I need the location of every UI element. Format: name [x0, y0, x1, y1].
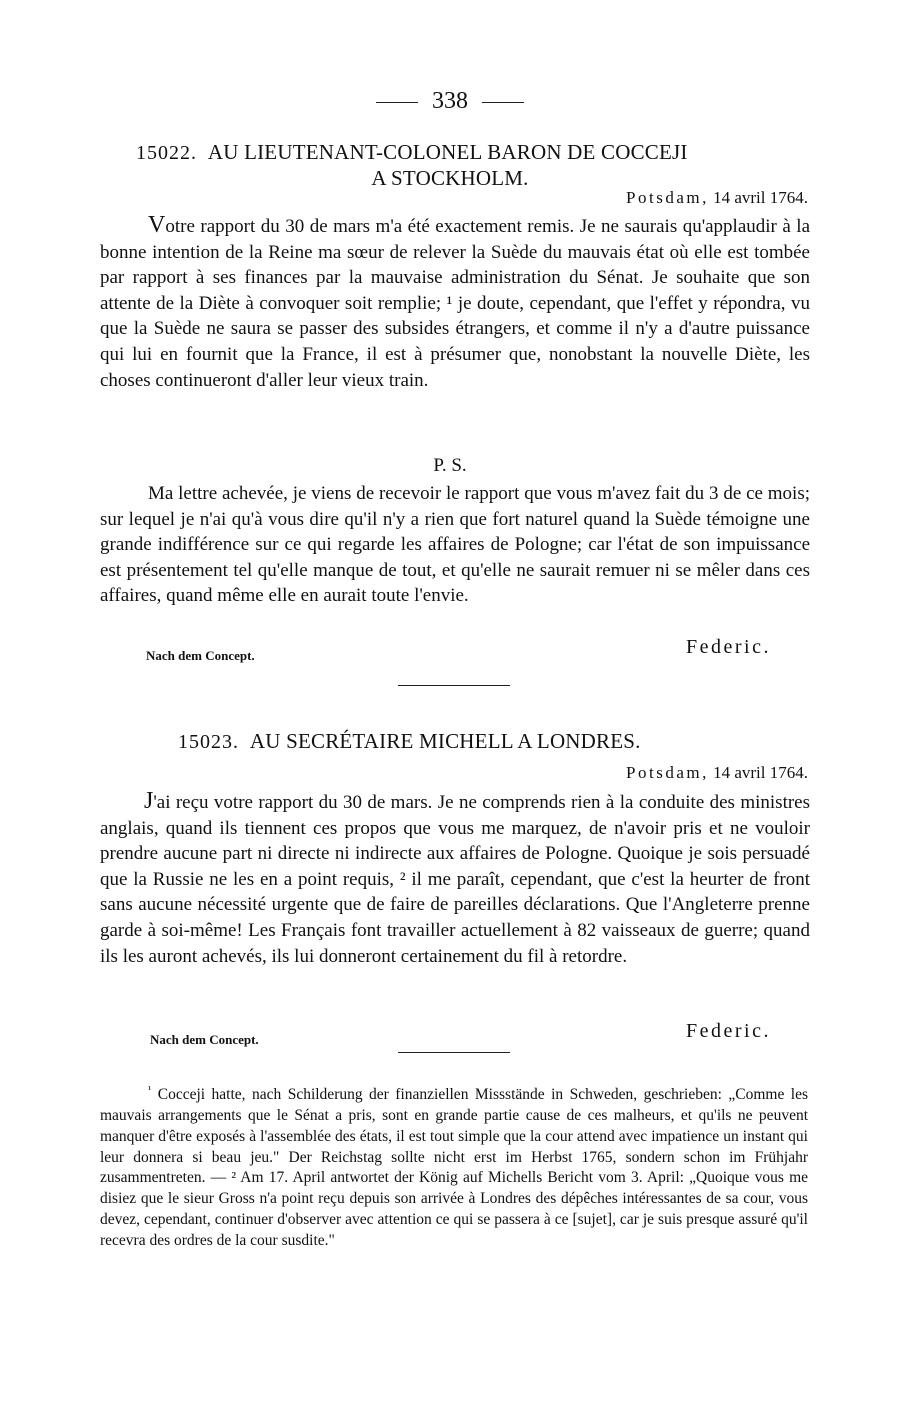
page-number-dash-right — [482, 102, 524, 103]
footnotes — [100, 1080, 808, 1252]
letter-2-heading — [178, 729, 641, 754]
letter-1-title-line2: A STOCKHOLM. — [371, 166, 529, 190]
letter-2-number: 15023. — [178, 731, 239, 753]
letter-1-source: Nach dem Concept. — [146, 648, 255, 663]
letter-2-signature: Federic. — [686, 1020, 771, 1042]
letter-2-date: 14 avril 1764. — [713, 763, 808, 782]
letter-2-place: Potsdam, — [626, 763, 709, 782]
letter-1-place: Potsdam, — [626, 188, 709, 207]
letter-2-initial: J — [144, 788, 154, 814]
page-number-dash-left — [376, 102, 418, 103]
letter-2-source: Nach dem Concept. — [150, 1032, 259, 1047]
letter-2-body-text: 'ai reçu votre rapport du 30 de mars. Je ne comprends rien à la conduite des ministres anglais, quand ils tiennent ces propos que vous me marquez, de n'avoir pris et ne vouloir prendre aucune part ni directe ni indirecte aux affaires de Pologne. Quoique je sois persuadé que la Russie ne les en a point requis, ² il me paraît, cependant, que c'est la heurter de front sans aucune nécessité urgente que de faire de pareilles déclarations. Que l'Angleterre prenne garde à soi-même! Les Français font travailler actuellement à 82 vaisseaux de guerre; quand ils les auront achevés, ils lui donneront certainement du fil à retordre. — [100, 792, 810, 967]
letter-1-ps-label: P. S. — [433, 455, 467, 476]
section-divider — [398, 685, 510, 686]
letter-1-dateline — [626, 188, 808, 208]
footnote-mark: ¹ — [148, 1084, 152, 1096]
letter-1-body-text: otre rapport du 30 de mars m'a été exactement remis. Je ne saurais qu'applaudir à la bonne intention de la Reine ma sœur de relever la Suède du mauvais état où elle est tombée par rapport à ses finances par la mauvaise administration du Sénat. Je souhaite que son attente de la Diète à convoquer soit remplie; ¹ je doute, cependant, que l'effet y répondra, vu que la Suède ne saura se passer des subsides étrangers, et comme il n'y a d'autre puissance qui lui en fournit que la France, il est à présumer que, nonobstant la nouvelle Diète, les choses continueront d'aller leur vieux train. — [100, 216, 810, 391]
letter-1-body — [100, 213, 810, 393]
letter-2-body — [100, 789, 810, 969]
letter-1-ps-body — [100, 481, 810, 609]
letter-1-heading — [136, 140, 688, 165]
letter-1-ps-text: Ma lettre achevée, je viens de recevoir le rapport que vous m'avez fait du 3 de ce mois; sur lequel je n'ai qu'à vous dire qu'il n'y a rien que fort naturel quand la Suède témoigne une grande indifférence sur ce qui regarde les affaires de Pologne; car l'état de son impuissance est présentement tel qu'elle manque de tout, et qu'elle ne saurait remuer ni se mêler dans ces affaires, quand même elle en aurait toute l'envie. — [100, 483, 810, 607]
letter-1-number: 15022. — [136, 142, 197, 164]
letter-2-dateline — [626, 763, 808, 783]
letter-2-title-line1: AU SECRÉTAIRE MICHELL A LONDRES. — [249, 729, 641, 753]
page-number: 338 — [0, 88, 900, 115]
letter-1-date: 14 avril 1764. — [713, 188, 808, 207]
letter-1-initial: V — [148, 212, 166, 238]
footnote-text: Cocceji hatte, nach Schilderung der finanziellen Missstände in Schweden, geschrieben: „Comme les mauvais arrangements que le Sénat a pris, sont en grande partie cause de ces malheurs, et qu'ils ne peuvent manquer d'être exposés à l'assemblée des états, il est tout simple que la cour attend avec impatience un instant qui leur donnera si beau jeu." Der Reichstag sollte nicht erst im Herbst 1765, sondern schon im Frühjahr zusammentreten. — ² Am 17. April antwortet der König auf Michells Bericht vom 3. April: „Quoique vous me disiez que le sieur Gross n'a point reçu depuis son arrivée à Londres des dépêches intéressantes de sa cour, vous devez, cependant, continuer d'observer avec attention ce qui se passera à ce [sujet], car je suis presque assuré qu'il recevra des ordres de la cour susdite." — [100, 1086, 808, 1249]
letter-1-signature: Federic. — [686, 636, 771, 658]
letter-1-title-line1: AU LIEUTENANT-COLONEL BARON DE COCCEJI — [207, 140, 688, 164]
footnote-divider — [398, 1052, 510, 1053]
